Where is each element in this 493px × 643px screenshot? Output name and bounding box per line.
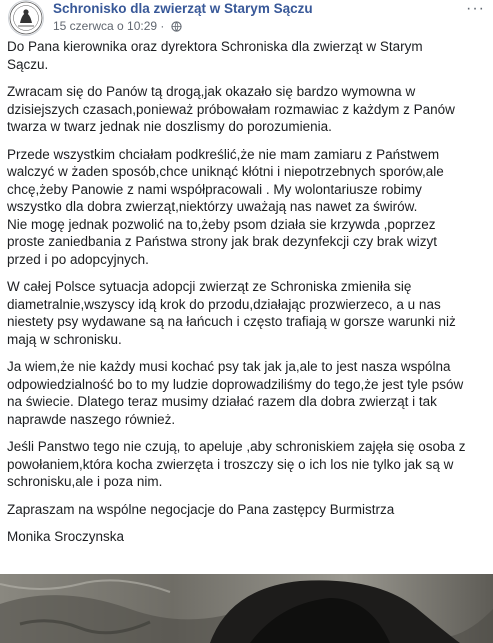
post-paragraph: Przede wszystkim chciałam podkreślić,że nie mam zamiaru z Państwem walczyć w żaden sposób,chce uniknąć kłótni i niepotrzebnych sporów,ale chcę,żeby Panowie z nami współpracowali . My wolontariusze robimy wszystko dla dobra zwierząt,niektórzy uważają nas nawet za świrów. Nie mogę jednak pozwolić na to,żeby psom działa sie krzywda ,poprzez proste zaniedbania z Państwa strony jak brak dezynfekcji czy brak wizyt przed i po adopcyjnych. [7, 146, 444, 267]
globe-icon [171, 21, 182, 35]
post-photo[interactable] [0, 574, 493, 643]
post-signature: Monika Sroczynska [7, 529, 125, 544]
post-meta [53, 19, 182, 35]
post-paragraph: Do Pana kierownika oraz dyrektora Schroniska dla zwierząt w Starym Sączu. [7, 39, 423, 72]
post-paragraph: Zwracam się do Panów tą drogą,jak okazało się bardzo wymowna w dzisiejszych czasach,ponieważ próbowałam rozmawiac z każdym z Panów twarza w twarz jednak nie doszlismy do porozumienia. [7, 84, 455, 134]
more-options-icon[interactable]: ··· [466, 0, 485, 17]
post-paragraph: Jeśli Panstwo tego nie czują, to apeluje ,aby schroniskiem zajęła się osoba z powołaniem,która kocha zwierzęta i troszczy się o ich los nie tylko jak są w schronisku,ale i poza nim. [7, 439, 466, 489]
post-paragraph: W całej Polsce sytuacja adopcji zwierząt ze Schroniska zmieniła się diametralnie,wszyscy idą krok do przodu,działając prozwierzeco, a u nas niestety psy wydawane są na łańcuch i często trafiają w gorsze warunki niż mają w schronisku. [7, 279, 456, 347]
post-header [0, 0, 493, 36]
post-body [7, 38, 488, 556]
post-paragraph: Zapraszam na wspólne negocjacje do Pana zastępcy Burmistrza [7, 501, 395, 517]
shelter-logo-icon[interactable] [8, 0, 44, 36]
page-name-link[interactable]: Schronisko dla zwierząt w Starym Sączu [53, 1, 313, 16]
post-paragraph: Ja wiem,że nie każdy musi kochać psy tak jak ja,ale to jest nasza wspólna odpowiedzialność bo to my ludzie doprowadziliśmy do tego,że jest tyle psów na świecie. Dlatego teraz musimy działać razem dla dobra zwierząt i tak naprawde naszego również. [7, 359, 464, 427]
post-timestamp[interactable]: 15 czerwca o 10:29 · [53, 19, 165, 33]
